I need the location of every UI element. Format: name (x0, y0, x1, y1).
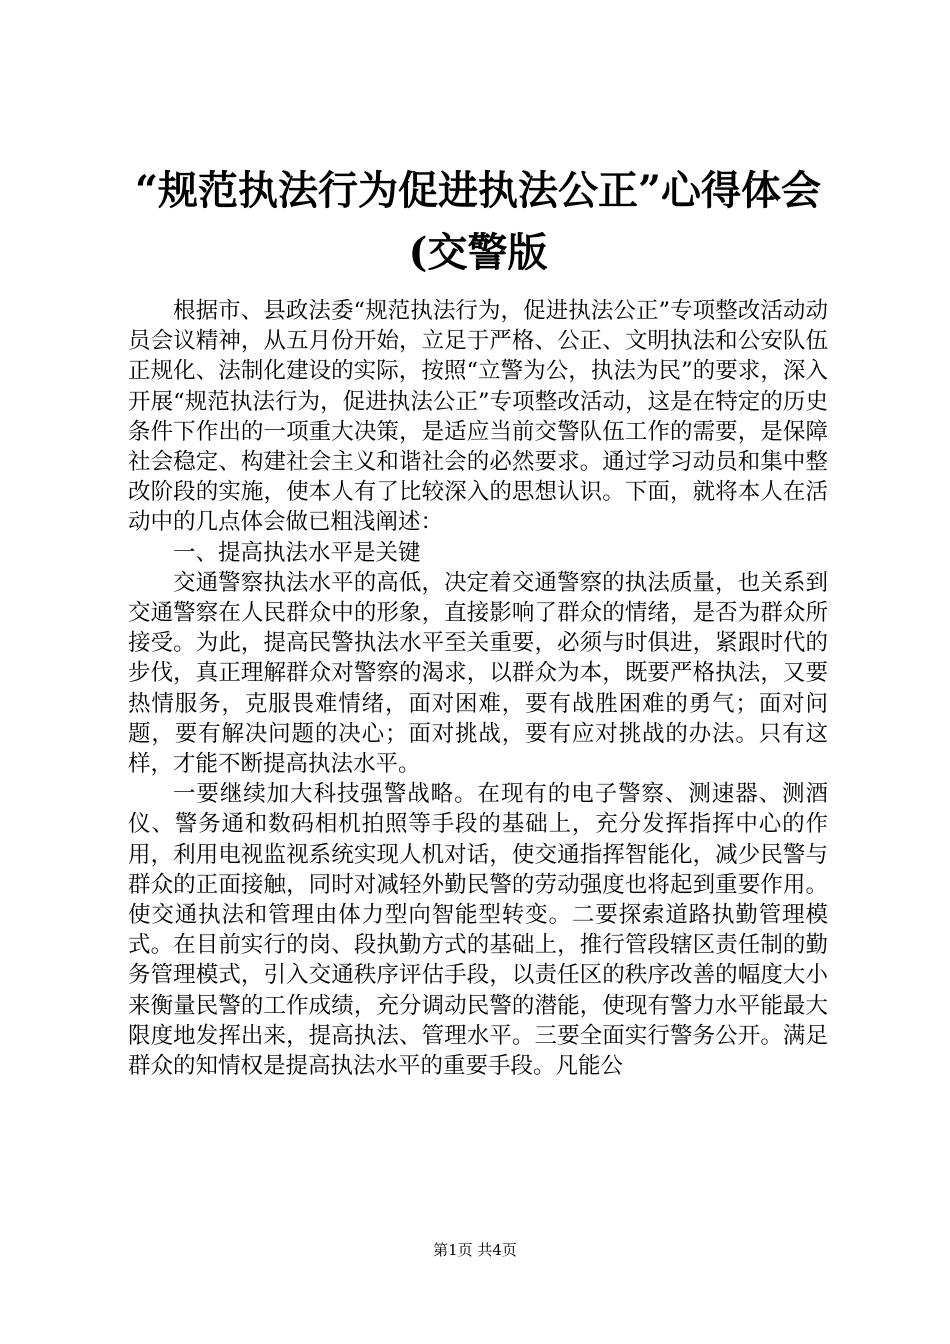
page-number-footer: 第1页 共4页 (433, 1241, 517, 1259)
section-heading: 一、提高执法水平是关键 (173, 539, 421, 566)
paragraph-measures: 一要继续加大科技强警战略。在现有的电子警察、测速器、测酒仪、警务通和数码相机拍照等手段的基础上，充分发挥指挥中心的作用，利用电视监视系统实现人机对话，使交通指挥智能化，减少民警与群众的正面接触，同时对减轻外勤民警的劳动强度也将起到重要作用。使交通执法和管理由体力型向智能型转变。二要探索道路执勤管理模式。在目前实行的岗、段执勤方式的基础上，推行管段辖区责任制的勤务管理模式，引入交通秩序评估手段，以责任区的秩序改善的幅度大小来衡量民警的工作成绩，充分调动民警的潜能，使现有警力水平能最大限度地发挥出来，提高执法、管理水平。三要全面实行警务公开。满足群众的知情权是提高执法水平的重要手段。凡能公 (128, 781, 828, 1080)
document-body (128, 296, 828, 1081)
paragraph-intro: 根据市、县政法委“规范执法行为，促进执法公正”专项整改活动动员会议精神，从五月份开始，立足于严格、公正、文明执法和公安队伍正规化、法制化建设的实际，按照“立警为公，执法为民”的要求，深入开展“规范执法行为，促进执法公正”专项整改活动，这是在特定的历史条件下作出的一项重大决策，是适应当前交警队伍工作的需要，是保障社会稳定、构建社会主义和谐社会的必然要求。通过学习动员和集中整改阶段的实施，使本人有了比较深入的思想认识。下面，就将本人在活动中的几点体会做已粗浅阐述： (128, 298, 828, 536)
document-title: “规范执法行为促进执法公正”心得体会(交警版 (134, 167, 821, 276)
paragraph-section-1: 交通警察执法水平的高低，决定着交通警察的执法质量，也关系到交通警察在人民群众中的形象，直接影响了群众的情绪，是否为群众所接受。为此，提高民警执法水平至关重要，必须与时俱进，紧跟时代的步伐，真正理解群众对警察的渴求，以群众为本，既要严格执法，又要热情服务，克服畏难情绪，面对困难，要有战胜困难的勇气；面对问题，要有解决问题的决心；面对挑战，要有应对挑战的办法。只有这样，才能不断提高执法水平。 (128, 569, 828, 778)
